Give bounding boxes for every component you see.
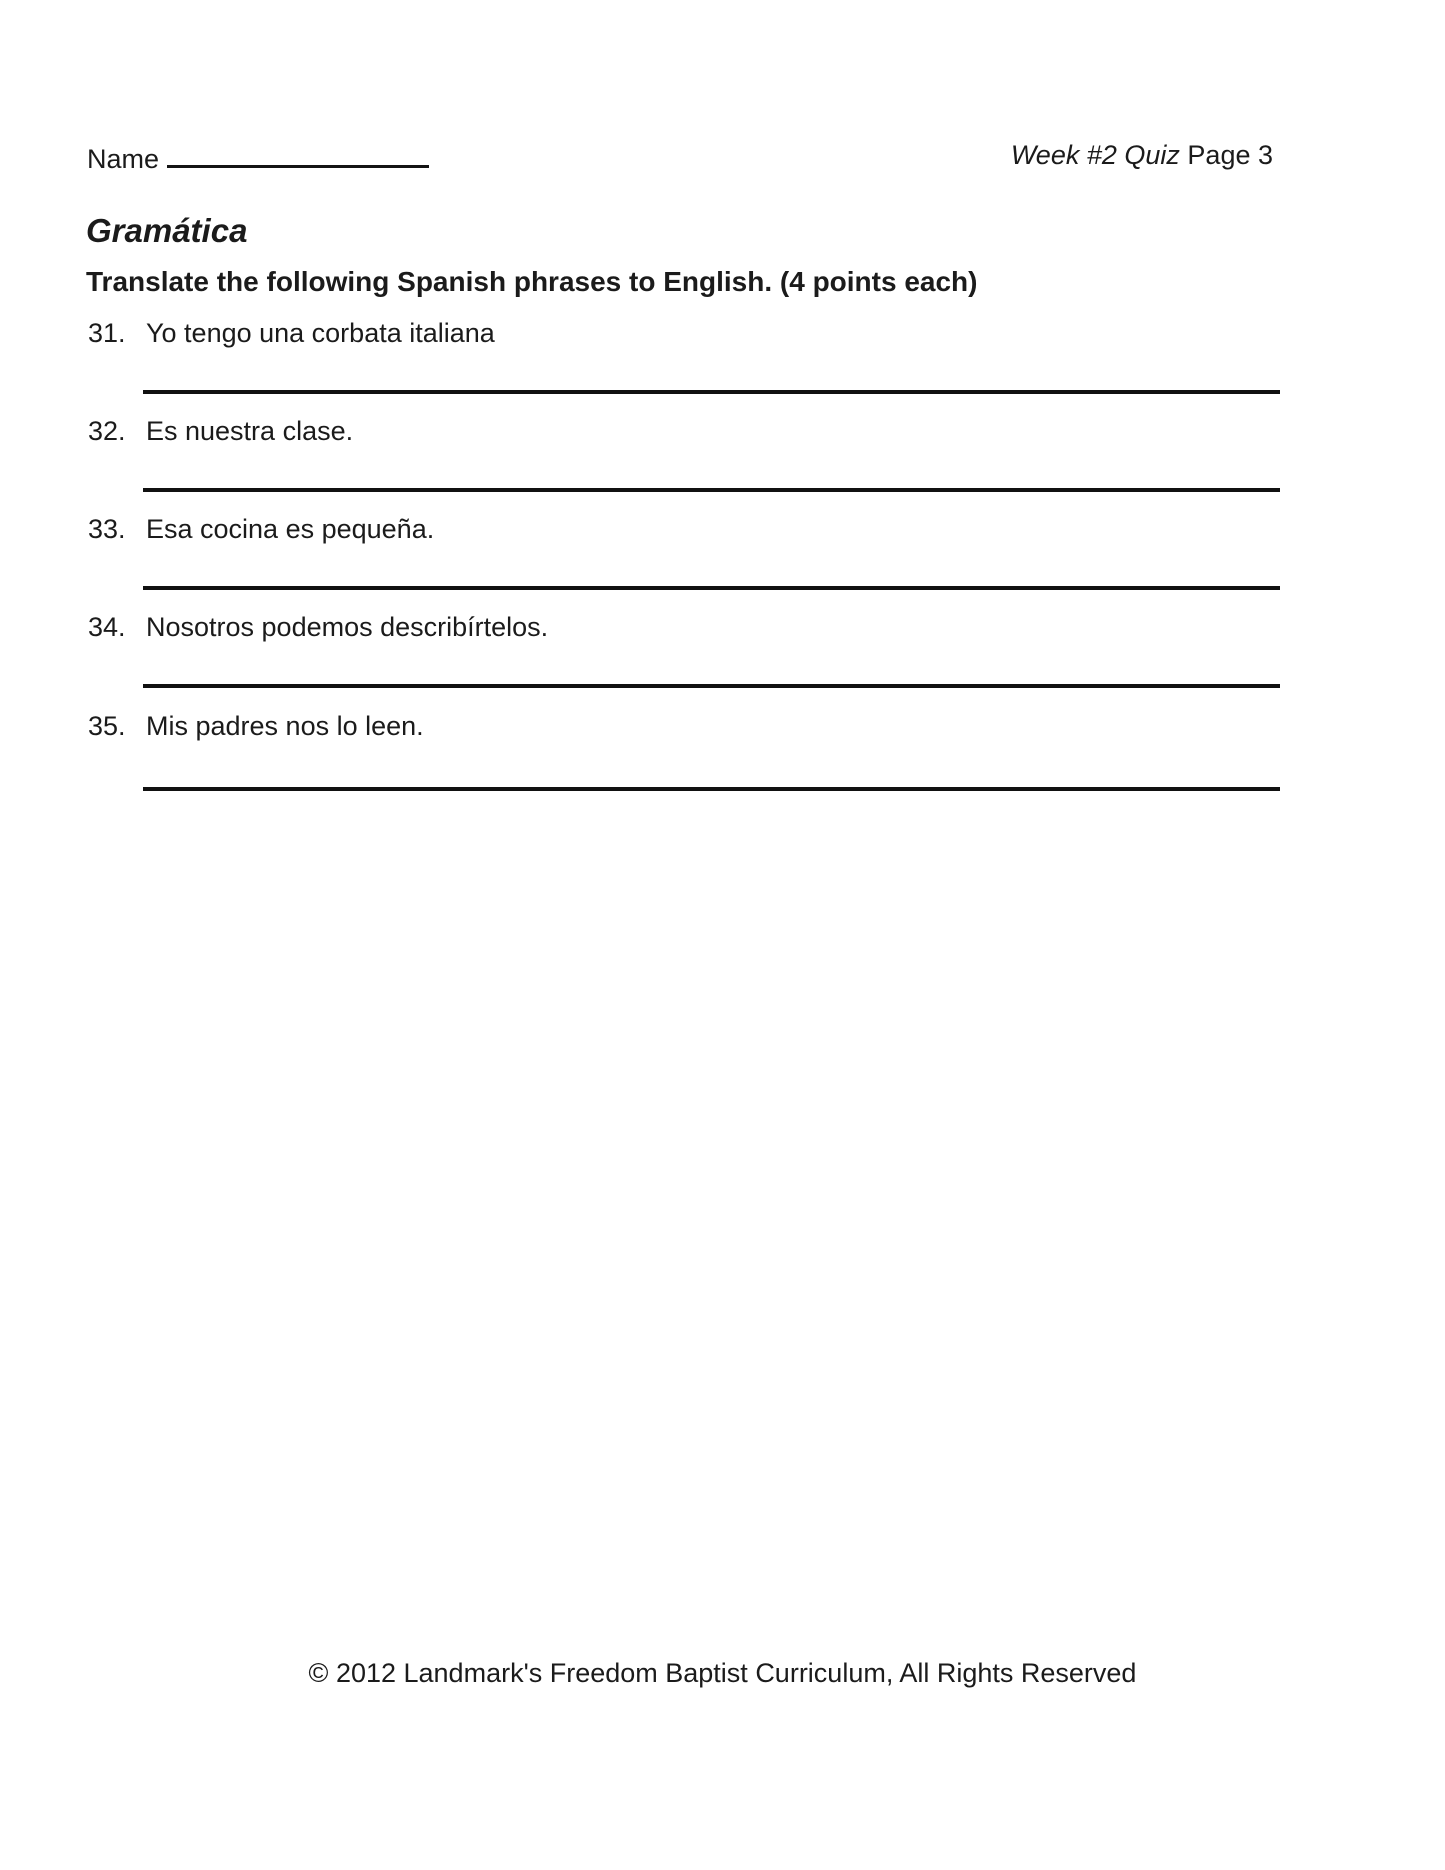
name-label: Name <box>87 144 160 174</box>
question-34 <box>88 612 1283 702</box>
question-text: Nosotros podemos describírtelos. <box>146 612 549 642</box>
answer-line <box>143 586 1280 590</box>
answer-line <box>143 684 1280 688</box>
answer-line <box>143 390 1280 394</box>
section-title: Gramática <box>86 212 248 249</box>
page-header-right <box>1011 140 1273 171</box>
question-number: 32. <box>88 416 126 446</box>
copyright-footer: © 2012 Landmark's Freedom Baptist Curriculum, All Rights Reserved <box>308 1658 1137 1688</box>
question-32 <box>88 416 1283 506</box>
question-text: Es nuestra clase. <box>146 416 354 446</box>
instructions: Translate the following Spanish phrases to English. (4 points each) <box>86 266 978 297</box>
question-text: Mis padres nos lo leen. <box>146 711 424 741</box>
question-text: Yo tengo una corbata italiana <box>146 318 495 348</box>
question-number: 31. <box>88 318 126 348</box>
question-35 <box>88 711 1283 801</box>
question-number: 33. <box>88 514 126 544</box>
name-row <box>87 140 429 175</box>
question-31 <box>88 318 1283 408</box>
name-blank-line <box>167 140 429 168</box>
answer-line <box>143 488 1280 492</box>
page-number: Page 3 <box>1187 140 1273 170</box>
question-33 <box>88 514 1283 604</box>
question-number: 35. <box>88 711 126 741</box>
question-text: Esa cocina es pequeña. <box>146 514 435 544</box>
answer-line <box>143 787 1280 791</box>
question-number: 34. <box>88 612 126 642</box>
quiz-title: Week #2 Quiz <box>1010 140 1180 170</box>
